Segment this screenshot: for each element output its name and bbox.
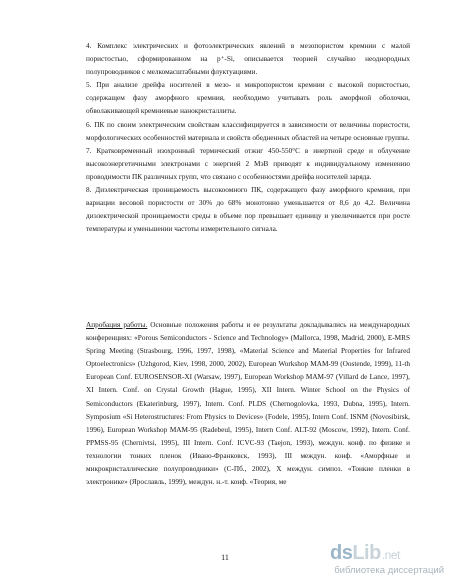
- conclusions-block: [86, 40, 410, 236]
- paragraph-8: 8. Диэлектрическая проницаемость высокоомного ПК, содержащего фазу аморфного кремния, при вариации весовой пористости от 30% до 68% монотонно уменьшается от 8,6 до 4,2. Величина диэлектрической проницаемости среды в объеме пор превышает единицу и увеличивается при росте температуры и уменьшении частоты измерительного сигнала.: [86, 186, 410, 234]
- dslib-logo: [330, 542, 400, 565]
- paragraph-6: 6. ПК по своим электрическим свойствам классифицируется в зависимости от величины пористости, морфологических особенностей материала и свойств обедненных областей на четыре основные группы.: [86, 120, 410, 142]
- watermark: [322, 542, 444, 576]
- logo-net-text: .net: [381, 548, 400, 562]
- paragraph-4: 4. Комплекс электрических и фотоэлектрических явлений в мезопористом кремнии с малой пористостью, сформированном на p⁺-Si, описывается теорией случайно неоднородных полупроводников с мелкомасштабными флуктуациями.: [86, 42, 410, 77]
- paragraph-7: 7. Кратковременный изохронный термический отжиг 450-550°С в инертной среде и облучение высокоэнергетичными электронами с энергией 2 МэВ приводят к индивидуальному изменению проводимости ПК различных групп, что связано с особенностями дрейфа носителей заряда.: [86, 146, 410, 181]
- page-number: 11: [221, 553, 229, 562]
- logo-ds-text: ds: [330, 542, 353, 564]
- watermark-subtitle: библиотека диссертаций: [334, 565, 444, 576]
- aprobation-text: Основные положения работы и ее результаты докладывались на международных конференциях: «Porous Semiconductors - Science and Technology» (Mallorca, 1998, Madrid, 2000), E-MRS Spring Meeting (Strasbourg, 1996, 1997, 1998), «Material Science and Material Properties for Infrared Optoelectronics» (Uzhgorod, Kiev, 1998, 2000, 2002), European Workshop MAM-99 (Oostende, 1999), 11-th European Conf. EUROSENSOR-XI (Warsaw, 1997), European Workshop MAM-97 (Villard de Lance, 1997), XI Intern. Conf. on Crystal Growth (Hague, 1995), XII Intern. Winter School on the Physics of Semiconductors (Ekaterinburg, 1997), Intern. Conf. PLDS (Chernogolovka, 1993, Dubna, 1995), Intern. Symposium «Si Heterostructures: From Physics to Devices» (Fodele, 1995), Intern Conf. ISNM (Novosibirsk, 1996), European Workshop MAM-95 (Radebeul, 1995), Intern Conf. ALT-92 (Moscow, 1992), Intern. Conf. PPMSS-95 (Chernivtsi, 1995), III Intern. Conf. ICVC-93 (Taejon, 1993), междун. конф. по физике и технологии тонких пленок (Ивано-Франковск, 1993), III междун. конф. «Аморфные и микрокристаллические полупроводники» (С-Пб., 2002), X междун. симпоз. «Тонкие пленки в электронике» (Ярославль, 1999), междун. н.-т. конф. «Теория, ме: [86, 321, 411, 487]
- paragraph-5: 5. При анализе дрейфа носителей в мезо- и микропористом кремнии с высокой пористостью, содержащем фазу аморфного кремния, необходимо учитывать роль аморфной оболочки, обволакивающей кремниевые нанокристаллиты.: [86, 81, 410, 116]
- aprobation-paragraph: [86, 319, 410, 489]
- aprobation-heading: Апробация работы.: [86, 321, 148, 329]
- aprobation-block: [86, 319, 410, 489]
- logo-lib-text: Lib: [352, 542, 381, 564]
